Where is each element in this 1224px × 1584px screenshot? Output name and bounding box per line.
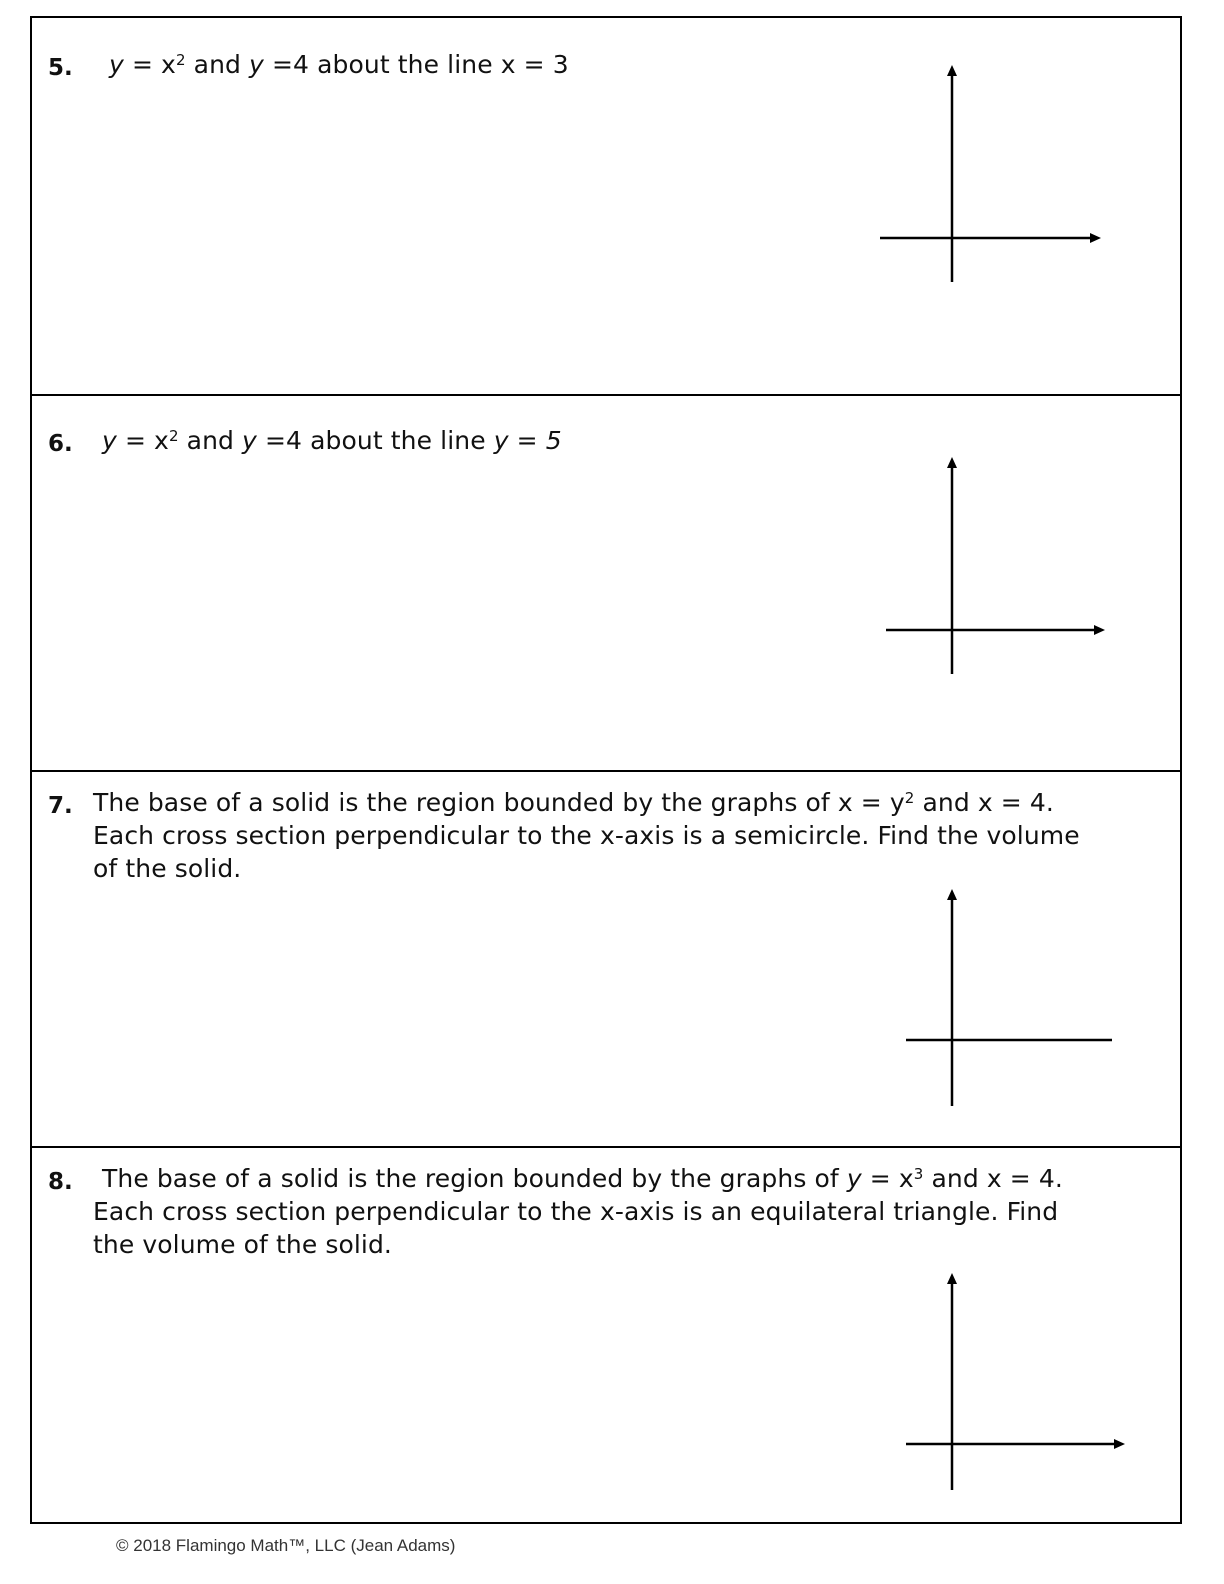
text-run: y bbox=[102, 426, 117, 455]
x-axis-arrowhead bbox=[1090, 233, 1101, 243]
coordinate-axes bbox=[872, 884, 1112, 1124]
x-axis-arrowhead bbox=[1114, 1439, 1125, 1449]
problem-6 bbox=[32, 396, 1180, 770]
coordinate-axes bbox=[872, 1268, 1142, 1508]
problem-text-line bbox=[102, 426, 562, 455]
text-run: y bbox=[249, 50, 264, 79]
problem-7 bbox=[32, 772, 1180, 1146]
text-run: = x bbox=[861, 1164, 914, 1193]
text-run: Each cross section perpendicular to the x-axis is a semicircle. Find the volume bbox=[93, 821, 1080, 850]
text-run: and x = 4. bbox=[914, 788, 1054, 817]
text-run: The base of a solid is the region bounded by the graphs of bbox=[102, 1164, 847, 1193]
text-run: The base of a solid is the region bounded by the graphs of x = y bbox=[93, 788, 905, 817]
y-axis-arrowhead bbox=[947, 65, 957, 76]
problem-number: 6. bbox=[48, 431, 73, 457]
text-run: and bbox=[178, 426, 243, 455]
problem-5 bbox=[32, 18, 1180, 394]
problem-text-line bbox=[93, 1197, 1058, 1226]
y-axis-arrowhead bbox=[947, 1273, 957, 1284]
problem-number: 7. bbox=[48, 793, 73, 819]
text-run: y bbox=[493, 426, 509, 455]
problem-text-line bbox=[109, 50, 569, 79]
exponent: 2 bbox=[175, 50, 186, 69]
exponent: 2 bbox=[168, 426, 179, 445]
problem-text-line bbox=[93, 788, 1054, 817]
text-run: y bbox=[846, 1164, 862, 1193]
text-run: = x bbox=[123, 50, 176, 79]
text-run: =4 about the line bbox=[256, 426, 494, 455]
text-run: Each cross section perpendicular to the x-axis is an equilateral triangle. Find bbox=[93, 1197, 1059, 1226]
text-run: =4 about the line x = 3 bbox=[263, 50, 569, 79]
y-axis-arrowhead bbox=[947, 889, 957, 900]
problem-text-line bbox=[102, 1164, 1063, 1193]
text-run: the volume of the solid. bbox=[93, 1230, 392, 1259]
exponent: 2 bbox=[904, 788, 915, 807]
text-run: y bbox=[109, 50, 124, 79]
text-run: = bbox=[508, 426, 546, 455]
text-run: y bbox=[242, 426, 257, 455]
text-run: of the solid. bbox=[93, 854, 242, 883]
copyright-footer: © 2018 Flamingo Math™, LLC (Jean Adams) bbox=[116, 1536, 456, 1555]
problem-text-line bbox=[93, 821, 1080, 850]
coordinate-axes bbox=[872, 60, 1112, 300]
text-run: and x = 4. bbox=[923, 1164, 1063, 1193]
problem-text-line bbox=[93, 1230, 392, 1259]
text-run: 5 bbox=[545, 426, 562, 455]
worksheet-frame bbox=[30, 16, 1182, 1524]
exponent: 3 bbox=[913, 1164, 924, 1183]
text-run: = x bbox=[116, 426, 169, 455]
problem-number: 5. bbox=[48, 55, 73, 81]
problem-8 bbox=[32, 1148, 1180, 1524]
problem-number: 8. bbox=[48, 1169, 73, 1195]
text-run: and bbox=[185, 50, 250, 79]
y-axis-arrowhead bbox=[947, 457, 957, 468]
problem-text-line bbox=[93, 854, 241, 883]
x-axis-arrowhead bbox=[1094, 625, 1105, 635]
coordinate-axes bbox=[872, 452, 1112, 692]
